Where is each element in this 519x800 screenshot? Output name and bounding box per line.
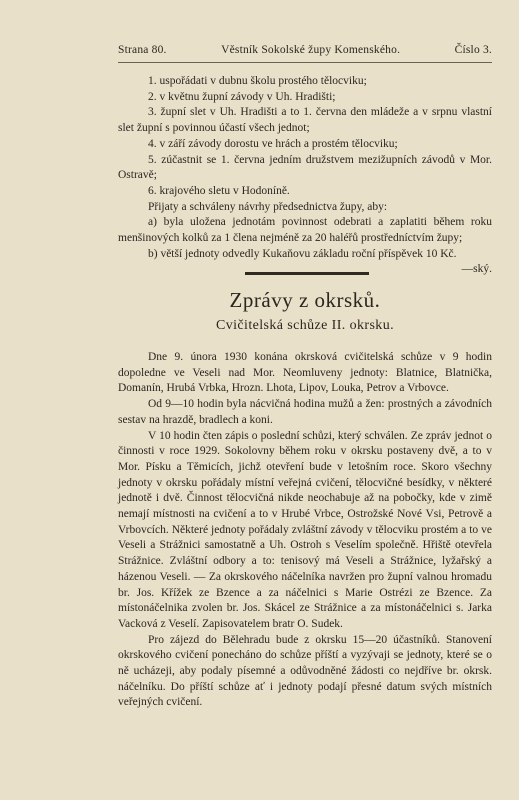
- paragraph: Od 9—10 hodin byla nácvičná hodina mužů a žen: prostných a závodních sestav na hrazdě, bradlech a koni.: [118, 398, 492, 426]
- approved-item-b: b) větší jednoty odvedly Kukaňovu základu roční příspěvek 10 Kč.: [148, 247, 457, 260]
- list-item: 3. župní slet v Uh. Hradišti a to 1. června den mládeže a v srpnu vlastní slet župní s povinnou účastí všech jednot;: [118, 106, 492, 135]
- journal-title: Věstník Sokolské župy Komenského.: [221, 44, 401, 56]
- approved-intro: Přijaty a schváleny návrhy předsednictva župy, aby:: [148, 200, 388, 213]
- list-item: 1. uspořádati v dubnu školu prostého tělocviku;: [148, 75, 367, 87]
- header-rule: [118, 62, 492, 63]
- issue-number: Číslo 3.: [454, 44, 492, 56]
- list-item: 6. krajového sletu v Hodoníně.: [148, 184, 290, 197]
- paragraph: Dne 9. února 1930 konána okrsková cvičitelská schůze v 9 hodin dopoledne ve Veseli nad Mor. Neomluveny jednoty: Blatnice, Blatnička, Domanín, Hrubá Vrbka, Hrozn. Lhota, Lipov, Louka, Petrov a Vrbovce.: [118, 351, 492, 395]
- list-item: 5. zúčastnit se 1. června jedním družstvem mezižupních závodů v Mor. Ostravě;: [118, 153, 492, 182]
- plan-list: [118, 74, 492, 278]
- page-number: Strana 80.: [118, 44, 167, 56]
- section-title: Zprávy z okrsků.: [229, 288, 381, 312]
- paragraph: Pro zájezd do Bělehradu bude z okrsku 15—20 účastníků. Stanovení okrskového cvičení ponecháno do schůze příští a vyzývaji se jednoty, které se o ně ucházeji, aby podaly písemné a odůvodněné žádosti co nejdříve br. okrsk. náčelníku. Do příští schůze ať i jednoty podají přesné datum svých místních veřejných cvičení.: [118, 633, 492, 709]
- approved-item-a: a) byla uložena jednotám povinnost odebrati a zaplatiti během roku menšinových kolků za 1 člena nejméně za 20 haléřů prostředníctvím župy;: [118, 216, 492, 245]
- list-item: 2. v květnu župní závody v Uh. Hradišti;: [148, 90, 336, 103]
- paragraph: V 10 hodin čten zápis o poslední schůzi, který schválen. Ze zpráv jednot o činnosti v roce 1929. Sokolovny během roku v okrsku postaveny dvě, a to v Mor. Písku a Těmicích, jichž otevření bude v letošním roce. Skoro všechny jednoty v okrsku pořádaly místní veřejná cvičení, tělocvičné besídky, v některé jednotě i dvě. Činnost tělocvičná nikde neochabuje až na pobočky, kde v zimě nemají místnosti na cvičení a to v Hrubé Vrbce, Ostrožské Nové Vsi, Petrově a Vrbovcích. Některé jednoty pořádaly zvláštní závody v tělocviku prostém a to ve Veseli a Strážnici samostatně a Uh. Ostroh s Veselím společně. Hřiště otevřela Strážnice. Zvláštní odbory a to: tenisový má Veseli a Strážnice, lyžařský a házenou Veseli. — Za okrskového náčelníka navržen pro župní valnou hromadu br. Jos. Křížek ze Bzence a za náčelnici s Marie Ostrézi ze Bzence. Za místonáčelnika zvolen br. Jos. Skácel ze Strážnice a za místonáčelnici s. Jarka Vacková z Veselí. Zapisovatelem bratr O. Sudek.: [118, 429, 492, 630]
- report-body: [118, 350, 492, 711]
- section-subtitle: Cvičitelská schůze II. okrsku.: [215, 318, 394, 333]
- running-header: [118, 44, 492, 56]
- author-signature: —ský.: [461, 263, 492, 276]
- section-divider: [245, 272, 369, 275]
- list-item: 4. v září závody dorostu ve hrách a prostém tělocviku;: [148, 137, 398, 150]
